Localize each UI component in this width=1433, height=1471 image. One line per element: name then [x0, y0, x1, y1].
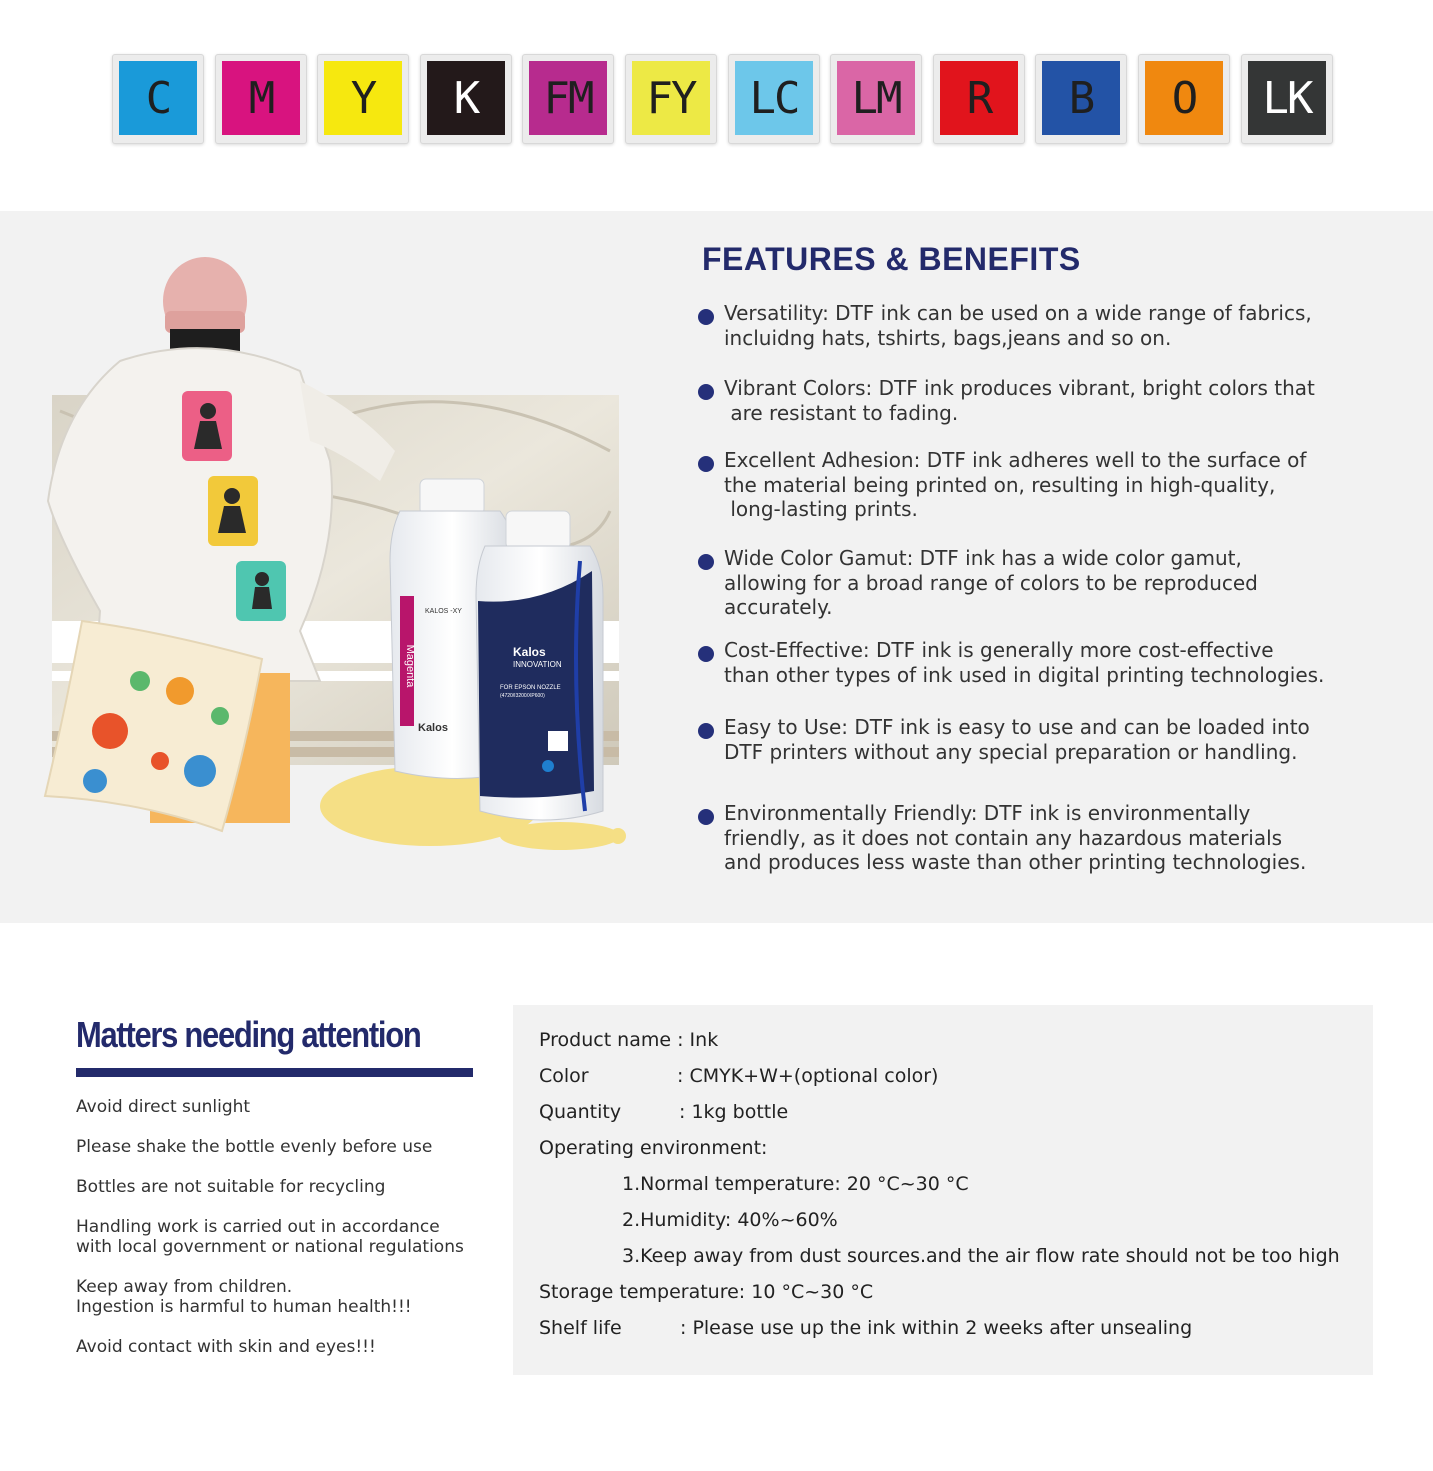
color-swatch-label: C — [119, 61, 197, 135]
spec-env-temperature: 1.Normal temperature: 20 °C~30 °C — [622, 1173, 969, 1195]
spec-quantity-row — [539, 1101, 1239, 1123]
bottle2-brand: Kalos — [513, 645, 546, 659]
color-swatch-label: B — [1042, 61, 1120, 135]
bullet-dot-icon — [698, 456, 714, 472]
spec-shelf-value: : Please use up the ink within 2 weeks after unsealing — [680, 1317, 1193, 1339]
bullet-dot-icon — [698, 809, 714, 825]
color-swatch-label: LC — [735, 61, 813, 135]
bottle1-color-label: Magenta — [404, 644, 416, 688]
color-swatch — [317, 54, 409, 144]
spec-operating-environment: Operating environment: — [539, 1137, 768, 1159]
bottle1-logo: Kalos — [418, 722, 448, 734]
bottle2-subtitle: INNOVATION — [513, 660, 562, 669]
spec-env-humidity: 2.Humidity: 40%~60% — [622, 1209, 838, 1231]
matter-item: Keep away from children. Ingestion is harmful to human health!!! — [76, 1277, 412, 1317]
spec-storage-temperature: Storage temperature: 10 °C~30 °C — [539, 1281, 874, 1303]
bullet-dot-icon — [698, 309, 714, 325]
features-section — [0, 211, 1433, 923]
matter-item: Avoid direct sunlight — [76, 1097, 251, 1117]
bullet-dot-icon — [698, 554, 714, 570]
spec-color-label: Color — [539, 1065, 589, 1087]
matters-underline — [76, 1068, 473, 1077]
spec-product-name: Product name : Ink — [539, 1029, 719, 1051]
matters-title: Matters needing attention — [76, 1014, 421, 1055]
matter-item: Avoid contact with skin and eyes!!! — [76, 1337, 376, 1357]
spec-box — [513, 1005, 1373, 1375]
spec-shelf-life-row — [539, 1317, 1339, 1339]
feature-text: Environmentally Friendly: DTF ink is environmentally friendly, as it does not contain any hazardous materials and produces less waste than other printing technologies. — [724, 801, 1307, 874]
color-swatch — [625, 54, 717, 144]
matter-item: Handling work is carried out in accordance with local government or national regulations — [76, 1217, 464, 1257]
color-swatch — [1035, 54, 1127, 144]
bullet-dot-icon — [698, 723, 714, 739]
spec-quantity-label: Quantity — [539, 1101, 622, 1123]
feature-text: Versatility: DTF ink can be used on a wide range of fabrics, incluidng hats, tshirts, bags,jeans and so on. — [724, 301, 1312, 350]
bottle1-brand-label: KALOS -XY — [425, 608, 462, 615]
color-swatch-label: FY — [632, 61, 710, 135]
color-swatch — [522, 54, 614, 144]
matter-item: Bottles are not suitable for recycling — [76, 1177, 386, 1197]
color-swatch — [112, 54, 204, 144]
spec-quantity-value: : 1kg bottle — [679, 1101, 789, 1123]
bullet-dot-icon — [698, 384, 714, 400]
color-swatch-label: FM — [529, 61, 607, 135]
feature-text: Cost-Effective: DTF ink is generally more cost-effective than other types of ink used in digital printing technologies. — [724, 638, 1325, 687]
color-swatch-label: M — [222, 61, 300, 135]
spec-color-value: : CMYK+W+(optional color) — [677, 1065, 939, 1087]
color-swatch — [420, 54, 512, 144]
color-swatch-label: K — [427, 61, 505, 135]
bottle2-models-text: (4720/I3200/XP600) — [500, 693, 545, 699]
color-swatch-label: R — [940, 61, 1018, 135]
bottle2-nozzle-text: FOR EPSON NOZZLE — [500, 685, 561, 691]
color-swatch — [933, 54, 1025, 144]
feature-text: Vibrant Colors: DTF ink produces vibrant, bright colors that are resistant to fading. — [724, 376, 1315, 425]
spec-shelf-label: Shelf life — [539, 1317, 622, 1339]
color-swatch — [830, 54, 922, 144]
color-swatch-label: O — [1145, 61, 1223, 135]
features-title: FEATURES & BENEFITS — [702, 241, 1081, 277]
color-swatch-label: LM — [837, 61, 915, 135]
spec-env-dust: 3.Keep away from dust sources.and the air flow rate should not be too high — [622, 1245, 1340, 1267]
color-swatch — [215, 54, 307, 144]
color-swatch — [728, 54, 820, 144]
spec-color-row — [539, 1065, 1239, 1087]
matter-item: Please shake the bottle evenly before use — [76, 1137, 433, 1157]
product-photo — [0, 211, 660, 923]
feature-text: Excellent Adhesion: DTF ink adheres well to the surface of the material being printed on, resulting in high-quality, long-lasting prints. — [724, 448, 1307, 521]
feature-text: Easy to Use: DTF ink is easy to use and can be loaded into DTF printers without any special preparation or handling. — [724, 715, 1310, 764]
color-swatch-label: Y — [324, 61, 402, 135]
color-swatch — [1241, 54, 1333, 144]
color-swatch-label: LK — [1248, 61, 1326, 135]
color-swatch — [1138, 54, 1230, 144]
feature-text: Wide Color Gamut: DTF ink has a wide color gamut, allowing for a broad range of colors to be reproduced accurately. — [724, 546, 1258, 619]
color-swatch-row — [112, 54, 1332, 144]
bullet-dot-icon — [698, 646, 714, 662]
